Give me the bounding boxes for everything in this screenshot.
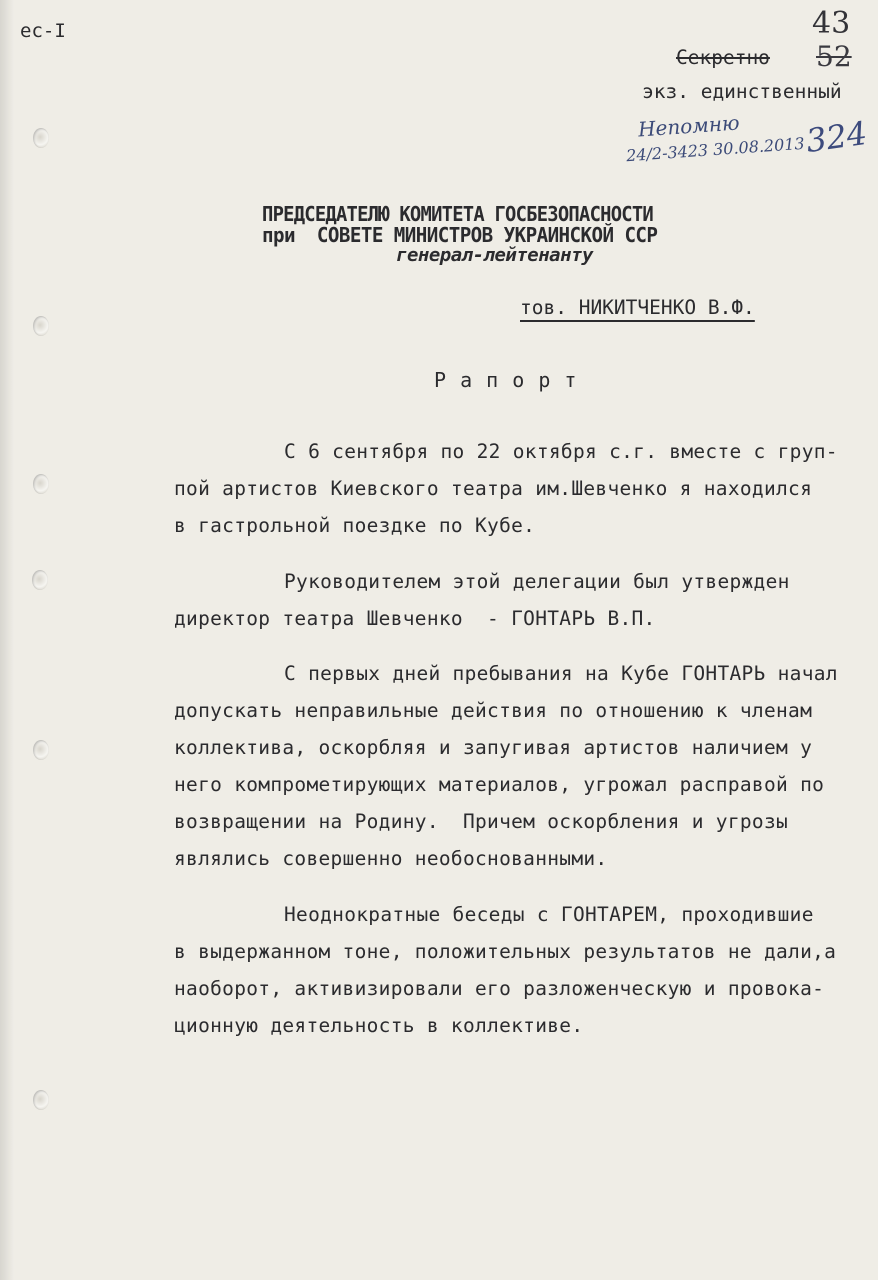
page-edge-shadow — [0, 0, 14, 1280]
document-title: Р а п о р т — [434, 368, 578, 392]
binder-hole — [33, 1090, 49, 1110]
binder-hole — [33, 740, 49, 760]
paragraph-1-line: пой артистов Киевского театра им.Шевченко я находился — [174, 477, 813, 500]
paragraph-4-line: в выдержанном тоне, положительных результатов не дали,а — [174, 940, 837, 963]
binder-hole — [33, 316, 49, 336]
addressee-line-3: генерал-лейтенанту — [396, 244, 593, 266]
folio-sheet-number: 324 — [803, 113, 870, 161]
handwritten-note: Непомню — [637, 110, 741, 142]
paragraph-3-line: С первых дней пребывания на Кубе ГОНТАРЬ начал — [284, 662, 838, 685]
paragraph-4-line: наоборот, активизировали его разложенческую и провока- — [174, 977, 825, 1000]
paragraph-3-line: него компрометирующих материалов, угрожал расправой по — [174, 773, 825, 796]
secret-stamp: Секретно — [676, 46, 770, 69]
binder-hole — [33, 474, 49, 494]
folio-number-crossed: 52 — [816, 40, 852, 73]
addressee-line-2: при СОВЕТЕ МИНИСТРОВ УКРАИНСКОЙ ССР — [262, 223, 658, 247]
paragraph-4-line: Неоднократные беседы с ГОНТАРЕМ, проходившие — [284, 903, 814, 926]
paragraph-1-line: в гастрольной поездке по Кубе. — [174, 514, 536, 537]
paragraph-2-line: директор театра Шевченко - ГОНТАРЬ В.П. — [174, 607, 656, 630]
folio-number-current: 43 — [812, 6, 851, 41]
paragraph-2-line: Руководителем этой делегации был утвержден — [284, 570, 790, 593]
handwritten-archive-number: 24/2-3423 30.08.2013 — [625, 133, 806, 166]
binder-hole — [32, 570, 48, 590]
binder-hole — [33, 128, 49, 148]
copy-count: экз. единственный — [642, 80, 842, 103]
addressee-name: тов. НИКИТЧЕНКО В.Ф. — [520, 296, 755, 319]
addressee-line-1: ПРЕДСЕДАТЕЛЮ КОМИТЕТА ГОСБЕЗОПАСНОСТИ — [262, 202, 653, 226]
paragraph-3-line: коллектива, оскорбляя и запугивая артистов наличием у — [174, 736, 813, 759]
paragraph-3-line: являлись совершенно необоснованными. — [174, 847, 608, 870]
paragraph-1-line: С 6 сентября по 22 октября с.г. вместе с груп- — [284, 440, 838, 463]
paragraph-4-line: ционную деятельность в коллективе. — [174, 1014, 584, 1037]
corner-code: ес-I — [20, 20, 66, 42]
paragraph-3-line: допускать неправильные действия по отношению к членам — [174, 699, 813, 722]
paragraph-3-line: возвращении на Родину. Причем оскорбления и угрозы — [174, 810, 789, 833]
